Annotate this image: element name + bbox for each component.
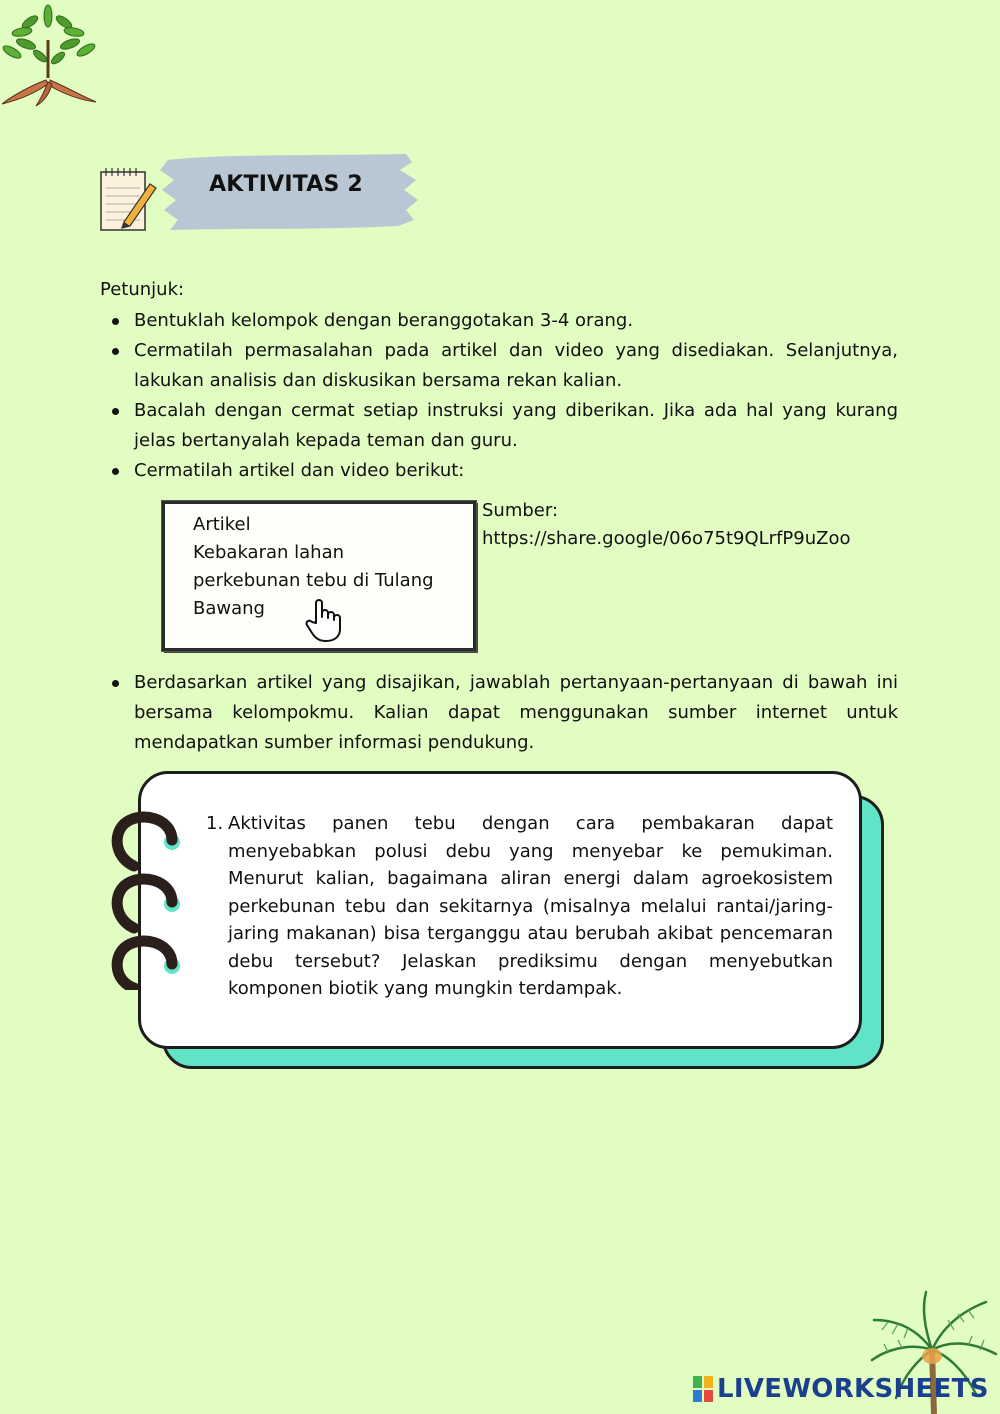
question-text: Aktivitas panen tebu dengan cara pembakaran dapat menyebabkan polusi debu yang menyebar ke pemukiman. Menurut kalian, bagaimana aliran energi dalam agroekosistem perkebunan tebu dan sekitarnya (misalnya melalui rantai/jaring-jaring makanan) bisa terganggu atau berubah akibat pencemaran debu tersebut? Jelaskan prediksimu dengan menyebutkan komponen biotik yang mungkin terdampak.	[228, 813, 833, 999]
article-title-line: Bawang	[193, 598, 265, 619]
instructions-list-continued	[108, 668, 898, 758]
pointer-hand-icon[interactable]	[304, 597, 344, 643]
instruction-item: Bentuklah kelompok dengan beranggotakan 3-4 orang.	[108, 306, 898, 336]
instruction-item: Bacalah dengan cermat setiap instruksi yang diberikan. Jika ada hal yang kurang jelas bertanyalah kepada teman dan guru.	[108, 396, 898, 456]
source-label: Sumber:	[482, 500, 559, 521]
article-title-line: Kebakaran lahan	[193, 542, 345, 563]
question-number: 1.	[206, 813, 224, 834]
instructions-label: Petunjuk:	[100, 279, 185, 300]
source-url-link[interactable]: https://share.google/06o75t9QLrfP9uZoo	[482, 528, 851, 549]
spiral-binding-rings	[110, 800, 190, 990]
notepad-pencil-icon	[98, 166, 158, 234]
instructions-list	[108, 306, 898, 486]
liveworksheets-logo[interactable]	[693, 1372, 989, 1406]
instruction-item: Cermatilah artikel dan video berikut:	[108, 456, 898, 486]
article-title-line: perkebunan tebu di Tulang	[193, 570, 434, 591]
instruction-item: Cermatilah permasalahan pada artikel dan video yang disediakan. Selanjutnya, lakukan analisis dan diskusikan bersama rekan kalian.	[108, 336, 898, 396]
question-list	[200, 810, 833, 1003]
live-badge-icon	[693, 1376, 713, 1402]
question-item	[200, 810, 833, 1003]
activity-title: AKTIVITAS 2	[209, 172, 363, 197]
instruction-item: Berdasarkan artikel yang disajikan, jawablah pertanyaan-pertanyaan di bawah ini bersama kelompokmu. Kalian dapat menggunakan sumber internet untuk mendapatkan sumber informasi pendukung.	[108, 668, 898, 758]
logo-text: LIVEWORKSHEETS	[717, 1374, 989, 1404]
source-reference	[482, 497, 851, 553]
article-label: Artikel	[193, 514, 251, 535]
cassava-plant-illustration	[0, 0, 100, 110]
